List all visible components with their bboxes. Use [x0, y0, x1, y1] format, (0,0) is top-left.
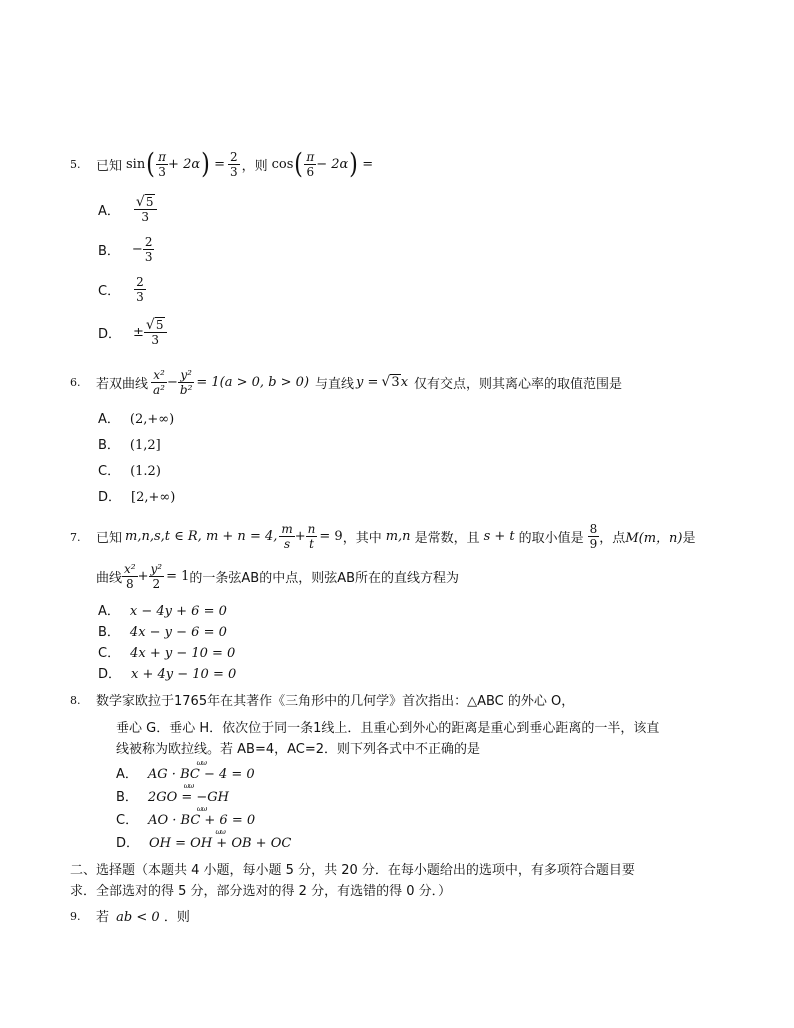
option-frac: $\frac{2}{3}$ [144, 234, 153, 264]
q9-stem [96, 906, 190, 925]
q6-mid: 与直线 [315, 376, 355, 392]
q5-intro: 已知 [96, 158, 123, 174]
option-frac: $\frac{2}{3}$ [136, 274, 144, 304]
option-label: A． [98, 412, 120, 427]
q7-frac-y2-2: $\frac{\text{y²}}{2}$ [150, 561, 163, 591]
option-sign: ± [133, 324, 144, 340]
q5-frac-pi-3: $\frac{\pi}{3}$ [158, 149, 167, 179]
option-label: C． [98, 283, 121, 299]
q7-mid2: 是常数，且 [414, 530, 480, 546]
q5-option-a[interactable] [98, 190, 157, 228]
q7-mid1: ，其中 [342, 530, 382, 546]
q5-lparen: ( [146, 147, 156, 180]
q5-option-c[interactable] [98, 270, 146, 308]
section2-line2: 求．全部选对的得 5 分，部分选对的得 2 分，有选错的得 0 分．） [70, 884, 452, 899]
q7-mid5: 是 [682, 530, 696, 546]
q6-stem [96, 362, 622, 402]
q5-plus2a: + 2α [168, 156, 201, 172]
option-value: ωω AO · BC + 6 = 0 [148, 805, 256, 828]
q7-plus: + [294, 528, 306, 544]
q7-eq9: = 9 [319, 528, 343, 544]
vector-mark: ωω [196, 759, 206, 767]
option-value: ωω AG · BC − 4 = 0 [147, 759, 255, 782]
option-value: (1,2] [129, 438, 161, 453]
vector-mark: ωω [196, 805, 207, 813]
q6-frac-y2-b2: $\frac{\text{y²}}{\text{b²}}$ [179, 367, 193, 397]
option-label: B． [98, 625, 120, 640]
q9-intro: 若 [96, 910, 110, 925]
q5-cos: cos [271, 156, 294, 172]
q8-line1: 数学家欧拉于1765年在其著作《三角形中的几何学》首次指出：△ABC 的外心 O， [96, 694, 575, 709]
q8-line2: 垂心 G．垂心 H．依次位于同一条1线上．且重心到外心的距离是重心到垂心距离的一半，该直 [116, 721, 660, 736]
q8-line3: 线被称为欧拉线。若 AB=4，AC=2．则下列各式中不正确的是 [116, 742, 481, 757]
q7-option-c[interactable] [98, 642, 235, 661]
option-value: ωω 2GO = −GH [147, 782, 230, 805]
option-label: B． [98, 243, 120, 259]
q5-stem [96, 144, 373, 184]
q7-mid3: 的取小值是 [518, 530, 584, 546]
q5-tail: = [362, 156, 374, 172]
option-label: C． [98, 646, 121, 661]
q7-frac-n-t: $\frac{n}{t}$ [307, 521, 316, 551]
option-value: 4x + y − 10 = 0 [130, 646, 236, 661]
option-value: x − 4y + 6 = 0 [129, 604, 227, 619]
q5-option-d[interactable] [98, 312, 167, 352]
option-frac: √ 5 3 [134, 196, 157, 223]
option-label: C． [116, 813, 139, 828]
q6-option-d[interactable] [98, 486, 175, 505]
q6-intro: 若双曲线 [96, 376, 149, 392]
q7-line2-intro: 曲线 [96, 570, 123, 586]
q7-intro: 已知 [96, 530, 123, 546]
section2-line1: 二、选择题（本题共 4 小题，每小题 5 分，共 20 分．在每小题给出的选项中，有多项符合题目要 [70, 863, 635, 878]
q7-stem-line2 [96, 556, 459, 596]
option-label: D． [98, 490, 122, 505]
option-value: [2,+∞) [131, 490, 176, 505]
option-frac: √ 5 3 [144, 319, 167, 346]
vector-mark: ωω [215, 828, 225, 836]
q6-number: 6. [70, 376, 81, 389]
q9-number: 9. [70, 910, 81, 923]
q6-option-a[interactable] [98, 408, 174, 427]
q8-option-c[interactable] [116, 805, 256, 828]
q7-vars: m,n,s,t ∈ R, m + n = 4, [125, 528, 278, 544]
option-value: 4x − y − 6 = 0 [129, 625, 227, 640]
q7-plus2: + [137, 568, 149, 584]
q7-mid4: ，点 [599, 530, 626, 546]
q5-sin: sin [126, 156, 146, 172]
q6-tail: 仅有交点，则其离心率的取值范围是 [414, 376, 623, 392]
q5-rparen2: ) [349, 147, 359, 180]
q7-eq1: = 1 [166, 568, 190, 584]
q9-cond: ab < 0 [116, 910, 160, 925]
q9-tail: ．则 [163, 910, 190, 925]
q5-eq: = [214, 156, 225, 172]
q7-spt: s + t [483, 528, 515, 544]
option-label: D． [116, 836, 140, 851]
q7-mn: m,n [385, 528, 411, 544]
q6-option-c[interactable] [98, 460, 161, 479]
q7-option-a[interactable] [98, 600, 227, 619]
option-label: D． [98, 667, 122, 682]
q6-sqrt3: √ 3 [381, 373, 400, 390]
q5-comma-then: ，则 [241, 158, 268, 174]
q5-lparen2: ( [294, 147, 304, 180]
q8-number: 8. [70, 694, 81, 707]
q6-line-y: y = [356, 374, 379, 390]
q7-frac-x2-8: $\frac{\text{x²}}{8}$ [124, 561, 136, 591]
q5-number: 5. [70, 158, 81, 171]
option-value: (2,+∞) [129, 412, 175, 427]
q6-cond: = 1(a > 0, b > 0) [196, 374, 310, 390]
q7-frac-8-9: $\frac{8}{9}$ [589, 521, 598, 551]
q7-number: 7. [70, 531, 81, 544]
q5-minus2a: − 2α [316, 156, 349, 172]
q8-option-a[interactable] [116, 759, 255, 782]
option-label: B． [116, 790, 138, 805]
q6-option-b[interactable] [98, 434, 161, 453]
q7-point: M(m，n) [625, 530, 683, 546]
q5-rparen: ) [201, 147, 210, 180]
q6-frac-x2-a2: $\frac{\text{x²}}{\text{a²}}$ [153, 367, 165, 397]
q5-option-b[interactable] [98, 230, 154, 268]
q7-line2-tail: 的一条弦AB的中点，则弦AB所在的直线方程为 [189, 570, 460, 586]
q6-minus: − [166, 374, 178, 390]
option-value: ωω OH = OH + OB + OC [149, 828, 292, 851]
option-value: x + 4y − 10 = 0 [131, 667, 237, 682]
option-label: A． [98, 203, 120, 219]
q5-frac-pi-6: $\frac{\pi}{6}$ [306, 149, 315, 179]
q8-option-b[interactable] [116, 782, 230, 805]
q5-frac-2-3: $\frac{2}{3}$ [229, 149, 238, 179]
q7-option-d[interactable] [98, 663, 236, 682]
vector-mark: ωω [183, 782, 194, 790]
q6-line-x: x [400, 374, 409, 390]
option-label: A． [98, 604, 120, 619]
option-label: B． [98, 438, 120, 453]
option-label: A． [116, 767, 138, 782]
option-label: D． [98, 326, 122, 342]
option-label: C． [98, 464, 121, 479]
q7-option-b[interactable] [98, 621, 227, 640]
q7-frac-m-s: $\frac{m}{s}$ [281, 521, 293, 551]
q7-stem-line1 [96, 516, 695, 556]
option-value: (1.2) [130, 464, 161, 479]
q8-option-d[interactable] [116, 828, 292, 851]
option-sign: − [131, 241, 143, 257]
